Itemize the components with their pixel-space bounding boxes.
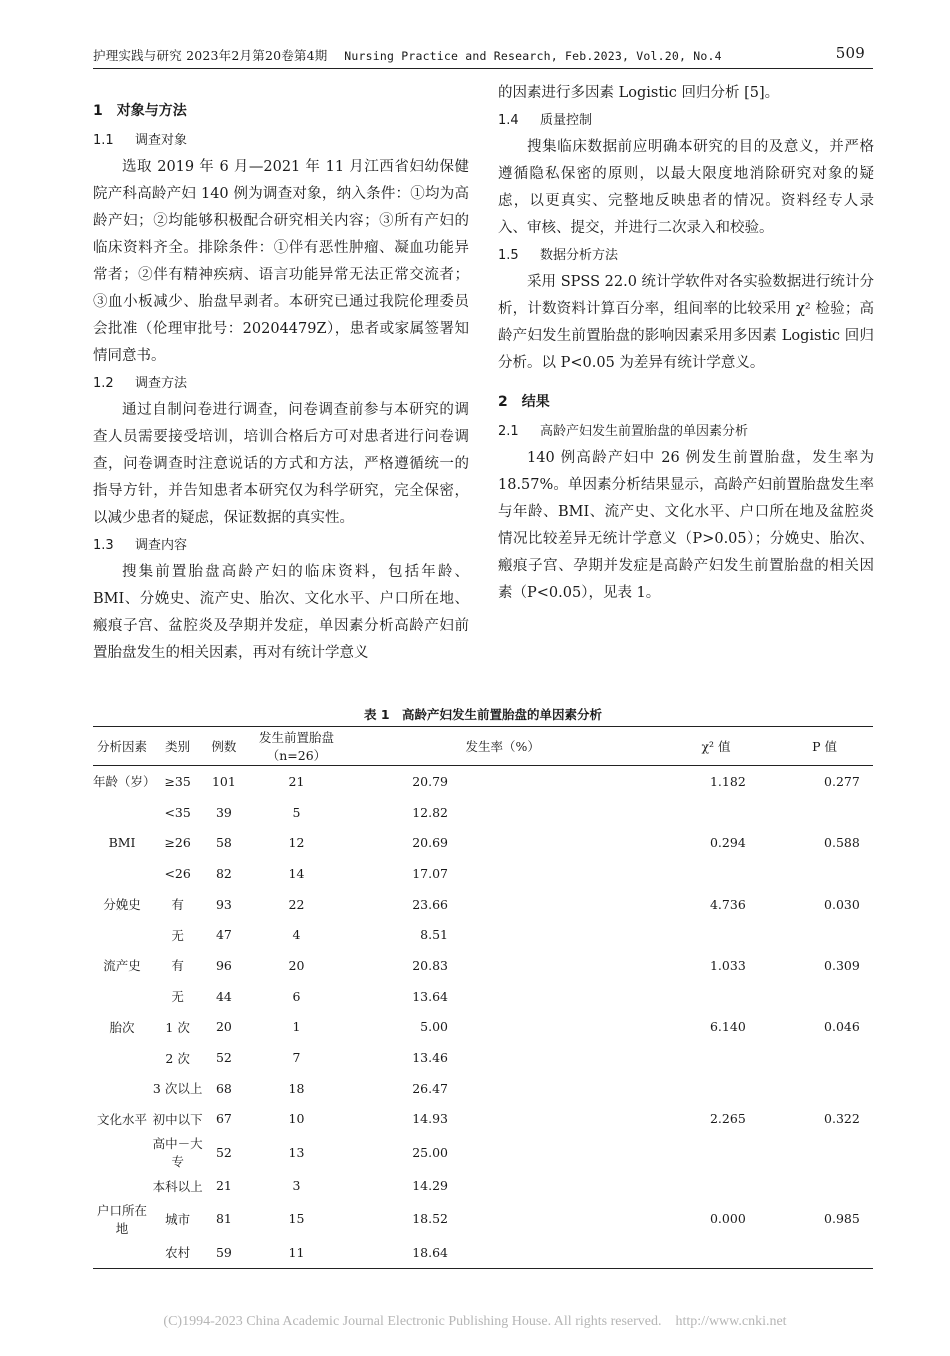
table-row [93, 1104, 873, 1135]
section-title: 调查方法 [135, 376, 188, 391]
table-cell: 47 [215, 927, 232, 943]
section-number: 2.1 [498, 424, 519, 439]
section-1-title: 1 对象与方法 [93, 103, 187, 119]
table-row [93, 1237, 873, 1268]
table-cell [656, 1237, 776, 1268]
section-title: 质量控制 [540, 113, 593, 128]
table-caption: 表 1 高龄产妇发生前置胎盘的单因素分析 [363, 707, 603, 722]
table-cell: 81 [215, 1211, 232, 1227]
table-cell: 13.64 [412, 988, 448, 1004]
table-cell: 0.309 [824, 957, 860, 973]
table-cell: 6.140 [709, 1019, 746, 1035]
table-row [93, 1073, 873, 1104]
table-row [93, 827, 873, 858]
table-cell [776, 919, 873, 950]
table-cell [656, 1073, 776, 1104]
table-cell: 67 [215, 1111, 232, 1127]
table-cell [656, 858, 776, 889]
table-cell [93, 1134, 151, 1170]
copyright-footer: (C)1994-2023 China Academic Journal Electronic Publishing House. All rights reserved. http://www.cnki.net [163, 1314, 787, 1329]
table-cell: 2 次 [165, 1050, 190, 1066]
table-row [93, 797, 873, 828]
table-cell: 2.265 [709, 1111, 746, 1127]
table-row [93, 1134, 873, 1170]
running-header [93, 42, 873, 69]
table-row [93, 1012, 873, 1043]
table-cell: 13 [288, 1144, 305, 1160]
section-1-4-heading [498, 107, 874, 134]
table-cell: 20.69 [412, 835, 448, 851]
table-cell: 7 [292, 1050, 301, 1066]
table-cell: 1 [292, 1019, 301, 1035]
table-cell [776, 1073, 873, 1104]
table-cell: 39 [215, 804, 232, 820]
table-cell: 14.93 [412, 1111, 448, 1127]
table-row [93, 889, 873, 920]
column-header: 例数 [204, 727, 243, 766]
table-cell: 分娩史 [103, 897, 141, 913]
column-header: 发生前置胎盘（n=26） [244, 727, 350, 766]
table-cell: 有 [171, 897, 184, 913]
table-cell: 52 [215, 1144, 232, 1160]
table-cell: 3 次以上 [152, 1081, 203, 1097]
table-cell [93, 1237, 151, 1268]
table-cell: 农村 [151, 1237, 204, 1268]
column-header: χ² 值 [656, 727, 776, 766]
section-title: 数据分析方法 [540, 248, 619, 263]
table-cell: ≥26 [164, 835, 191, 851]
table-cell: 8.51 [420, 927, 448, 943]
continued-text: 的因素进行多因素 Logistic 回归分析 [5]。 [498, 85, 780, 101]
section-2-1-heading [498, 418, 874, 445]
data-table [93, 726, 873, 1269]
table-cell: 58 [215, 835, 232, 851]
table-cell [776, 858, 873, 889]
table-header-row [93, 727, 873, 766]
table-cell: 无 [171, 927, 184, 943]
column-header: 发生率（%） [349, 727, 656, 766]
table-cell: 21 [215, 1178, 232, 1194]
table-cell: 14 [288, 865, 305, 881]
column-header: 分析因素 [93, 727, 151, 766]
table-cell: 12 [288, 835, 305, 851]
section-1-1-heading [93, 127, 469, 154]
table-cell: 68 [215, 1080, 232, 1096]
table-cell: 高中－大专 [152, 1136, 203, 1170]
table-row [93, 1042, 873, 1073]
table-cell [93, 1073, 151, 1104]
table-cell: 5.00 [420, 1019, 448, 1035]
table-row [93, 919, 873, 950]
table-cell: 5 [292, 804, 301, 820]
table-cell [93, 797, 151, 828]
table-cell: 城市 [165, 1211, 191, 1227]
section-1-2-text: 通过自制问卷进行调查，问卷调查前参与本研究的调查人员需要接受培训，培训合格后方可对患者进行问卷调查，问卷调查时注意说话的方式和方法，严格遵循统一的指导方针，并告知患者本研究仅为科学研究，完全保密，以减少患者的疑虑，保证数据的真实性。 [93, 402, 469, 526]
column-header: 类别 [151, 727, 204, 766]
journal-info [93, 46, 722, 64]
table-cell [776, 1042, 873, 1073]
table-cell: 52 [215, 1050, 232, 1066]
table-cell: <26 [164, 865, 191, 881]
table-cell: 10 [288, 1111, 305, 1127]
section-number: 1.5 [498, 248, 519, 263]
table-cell: 12.82 [412, 804, 448, 820]
section-number: 1.1 [93, 133, 114, 148]
table-cell: 25.00 [412, 1144, 448, 1160]
table-row [93, 1170, 873, 1201]
section-1-5-text: 采用 SPSS 22.0 统计学软件对各实验数据进行统计分析，计数资料计算百分率，组间率的比较采用 χ² 检验；高龄产妇发生前置胎盘的影响因素采用多因素 Logistic 回归分析。以 P<0.05 为差异有统计学意义。 [498, 274, 874, 371]
section-number: 1.2 [93, 376, 114, 391]
table-row [93, 950, 873, 981]
table-cell: 96 [215, 957, 232, 973]
table-cell: 21 [288, 773, 305, 789]
table-row [93, 766, 873, 797]
table-cell: 14.29 [412, 1178, 448, 1194]
table-cell: 初中以下 [152, 1111, 203, 1127]
table-row [93, 981, 873, 1012]
table-cell: 18.64 [349, 1237, 656, 1268]
table-cell [776, 797, 873, 828]
table-cell: 23.66 [412, 896, 448, 912]
table-cell: 无 [171, 989, 184, 1005]
table-cell: ≥35 [164, 773, 191, 789]
table-cell [93, 1042, 151, 1073]
table-cell: 胎次 [109, 1019, 135, 1035]
section-1-2-heading [93, 370, 469, 397]
column-header: P 值 [776, 727, 873, 766]
table-cell [93, 858, 151, 889]
table-cell: 年龄（岁） [93, 774, 156, 790]
table-cell: 22 [288, 896, 305, 912]
table-cell: 1.033 [709, 957, 746, 973]
table-cell: BMI [108, 835, 136, 851]
table-cell: 17.07 [412, 865, 448, 881]
table-cell [656, 1170, 776, 1201]
section-title: 高龄产妇发生前置胎盘的单因素分析 [540, 424, 749, 439]
left-column [93, 94, 469, 667]
table-cell: 20 [215, 1019, 232, 1035]
table-cell: 4.736 [709, 896, 746, 912]
table-cell [656, 1042, 776, 1073]
page-number: 509 [835, 44, 865, 62]
table-row [93, 1201, 873, 1237]
table-cell: 1.182 [709, 773, 746, 789]
table-cell: <35 [164, 804, 191, 820]
table-cell [656, 919, 776, 950]
table-cell: 4 [292, 927, 301, 943]
section-1-3-text: 搜集前置胎盘高龄产妇的临床资料，包括年龄、BMI、分娩史、流产史、胎次、文化水平、户口所在地、瘢痕子宫、盆腔炎及孕期并发症，单因素分析高龄产妇前置胎盘发生的相关因素，再对有统计学意义 [93, 564, 469, 661]
table-cell [93, 981, 151, 1012]
table-cell: 流产史 [103, 958, 141, 974]
journal-name-en: Nursing Practice and Research, Feb.2023, Vol.20, No.4 [344, 49, 722, 63]
spacer [498, 377, 874, 385]
table-cell: 户口所在地 [97, 1202, 148, 1236]
section-title: 调查内容 [135, 538, 188, 553]
table-cell: 6 [292, 988, 301, 1004]
table-cell: 13.46 [412, 1050, 448, 1066]
section-1-3-heading [93, 532, 469, 559]
table-cell: 1 次 [165, 1019, 190, 1035]
table-cell: 0.030 [824, 896, 860, 912]
table-1 [93, 704, 873, 1269]
section-2-1-text: 140 例高龄产妇中 26 例发生前置胎盘，发生率为 18.57%。单因素分析结果显示，高龄产妇前置胎盘发生率与年龄、BMI、流产史、文化水平、户口所在地及盆腔炎情况比较差异无统计学意义（P>0.05）；分娩史、胎次、瘢痕子宫、孕期并发症是高龄产妇发生前置胎盘的相关因素（P<0.05），见表 1。 [498, 450, 874, 601]
section-number: 1.3 [93, 538, 114, 553]
section-2-title: 2 结果 [498, 394, 550, 410]
table-cell [93, 1170, 151, 1201]
table-cell: 18.52 [412, 1211, 448, 1227]
table-cell [776, 1134, 873, 1170]
table-cell: 0.588 [824, 835, 860, 851]
table-cell [656, 797, 776, 828]
table-cell: 0.294 [709, 835, 746, 851]
table-cell: 0.046 [824, 1019, 860, 1035]
section-number: 1.4 [498, 113, 519, 128]
table-cell: 18 [288, 1080, 305, 1096]
table-cell [776, 1170, 873, 1201]
section-1-4-text: 搜集临床数据前应明确本研究的目的及意义，并严格遵循隐私保密的原则，以最大限度地消除研究对象的疑虑，以更真实、完整地反映患者的情况。资料经专人录入、审核、提交，并进行二次录入和校验。 [498, 139, 874, 236]
table-cell: 有 [171, 958, 184, 974]
table-cell [656, 981, 776, 1012]
table-cell: 0.277 [824, 773, 860, 789]
table-cell [93, 919, 151, 950]
table-cell: 44 [215, 988, 232, 1004]
table-cell: 0.322 [824, 1111, 860, 1127]
section-title: 调查对象 [135, 133, 188, 148]
table-cell: 20.79 [412, 773, 448, 789]
table-cell: 文化水平 [97, 1111, 148, 1127]
journal-name-cn: 护理实践与研究 2023年2月第20卷第4期 [93, 48, 328, 63]
table-row [93, 858, 873, 889]
table-cell: 3 [292, 1178, 301, 1194]
table-cell [776, 1237, 873, 1268]
table-cell: 82 [215, 865, 232, 881]
section-1-5-heading [498, 242, 874, 269]
table-cell: 93 [215, 896, 232, 912]
table-cell: 15 [288, 1211, 305, 1227]
table-cell [776, 981, 873, 1012]
table-cell: 20 [288, 957, 305, 973]
right-column [498, 80, 874, 607]
section-1-1-text: 选取 2019 年 6 月—2021 年 11 月江西省妇幼保健院产科高龄产妇 140 例为调查对象，纳入条件：①均为高龄产妇；②均能够积极配合研究相关内容；③所有产妇的临床资料齐全。排除条件：①伴有恶性肿瘤、凝血功能异常者；②伴有精神疾病、语言功能异常无法正常交流者；③血小板减少、胎盘早剥者。本研究已通过我院伦理委员会批准（伦理审批号：20204479Z），患者或家属签署知情同意书。 [93, 159, 469, 364]
table-cell [656, 1134, 776, 1170]
table-cell: 20.83 [412, 957, 448, 973]
table-cell: 59 [204, 1237, 243, 1268]
table-cell: 11 [244, 1237, 350, 1268]
table-cell: 本科以上 [152, 1178, 203, 1194]
table-cell: 0.985 [824, 1211, 860, 1227]
table-cell: 26.47 [412, 1080, 448, 1096]
table-cell: 101 [211, 773, 236, 789]
table-cell: 0.000 [709, 1211, 746, 1227]
